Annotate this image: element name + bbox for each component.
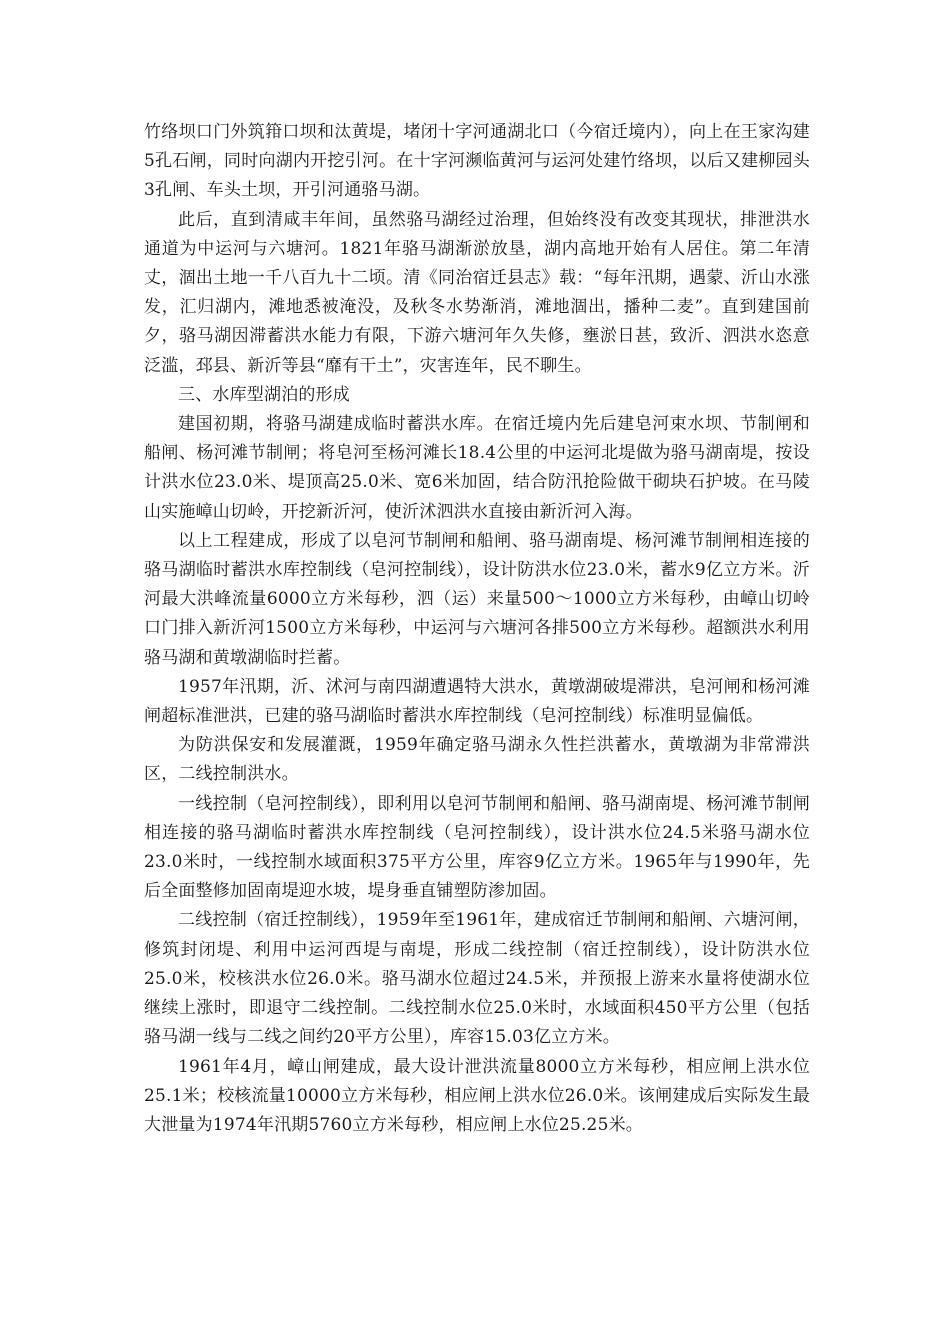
paragraph-continuation: 竹络坝口门外筑箝口坝和汰黄堤，堵闭十字河通湖北口（今宿迁境内），向上在王家沟建5孔石闸，同时向湖内开挖引河。在十字河濒临黄河与运河处建竹络坝，以后又建柳园头3孔闸、车头土坝，开引河通骆马湖。 (144, 122, 810, 201)
paragraph-1959-decision: 为防洪保安和发展灌溉，1959年确定骆马湖永久性拦洪蓄水，黄墩湖为非常滞洪区，二线控制洪水。 (144, 735, 810, 785)
paragraph-second-line: 二线控制（宿迁控制线），1959年至1961年，建成宿迁节制闸和船闸、六塘河闸，修筑封闭堤、利用中运河西堤与南堤，形成二线控制（宿迁控制线），设计防洪水位25.0米，校核洪水位26.0米。骆马湖水位超过24.5米，并预报上游来水量将使湖水位继续上涨时，即退守二线控制。二线控制水位25.0米时，水域面积450平方公里（包括骆马湖一线与二线之间约20平方公里），库容15.03亿立方米。 (144, 910, 810, 1048)
section-heading: 三、水库型湖泊的形成 (178, 384, 350, 405)
paragraph-history: 此后，直到清咸丰年间，虽然骆马湖经过治理，但始终没有改变其现状，排泄洪水通道为中运河与六塘河。1821年骆马湖渐淤放垦，湖内高地开始有人居住。第二年清丈，涸出土地一千八百九十二顷。清《同治宿迁县志》载：“每年汛期，遇蒙、沂山水涨发，汇归湖内，滩地悉被淹没，及秋冬水势渐消，滩地涸出，播种二麦”。直到建国前夕，骆马湖因滞蓄洪水能力有限，下游六塘河年久失修，壅淤日甚，致沂、泗洪水恣意泛滥，邳县、新沂等县“靡有干土”，灾害连年，民不聊生。 (144, 209, 810, 376)
paragraph-control-line: 以上工程建成，形成了以皂河节制闸和船闸、骆马湖南堤、杨河滩节制闸相连接的骆马湖临时蓄洪水库控制线（皂河控制线），设计防洪水位23.0米，蓄水9亿立方米。沂河最大洪峰流量6000立方米每秒，泗（运）来量500～1000立方米每秒，由嶂山切岭口门排入新沂河1500立方米每秒，中运河与六塘河各排500立方米每秒。超额洪水利用骆马湖和黄墩湖临时拦蓄。 (144, 530, 810, 668)
document-page (144, 118, 810, 1140)
paragraph-early-construction: 建国初期，将骆马湖建成临时蓄洪水库。在宿迁境内先后建皂河束水坝、节制闸和船闸、杨河滩节制闸；将皂河至杨河滩长18.4公里的中运河北堤做为骆马湖南堤，按设计洪水位23.0米、堤顶高25.0米、宽6米加固，结合防汛抢险做干砌块石护坡。在马陵山实施嶂山切岭，开挖新沂河，使沂沭泗洪水直接由新沂河入海。 (144, 414, 810, 522)
paragraph-1957-flood: 1957年汛期，沂、沭河与南四湖遭遇特大洪水，黄墩湖破堤滞洪，皂河闸和杨河滩闸超标准泄洪，已建的骆马湖临时蓄洪水库控制线（皂河控制线）标准明显偏低。 (144, 676, 810, 727)
paragraph-zhangshan-gate: 1961年4月，嶂山闸建成，最大设计泄洪流量8000立方米每秒，相应闸上洪水位25.1米；校核流量10000立方米每秒，相应闸上洪水位26.0米。该闸建成后实际发生最大泄量为1974年汛期5760立方米每秒，相应闸上水位25.25米。 (144, 1056, 810, 1135)
paragraph-first-line: 一线控制（皂河控制线），即利用以皂河节制闸和船闸、骆马湖南堤、杨河滩节制闸相连接的骆马湖临时蓄洪水库控制线（皂河控制线），设计洪水位24.5米骆马湖水位23.0米时，一线控制水域面积375平方公里，库容9亿立方米。1965年与1990年，先后全面整修加固南堤迎水坡，堤身垂直铺塑防渗加固。 (144, 793, 810, 902)
